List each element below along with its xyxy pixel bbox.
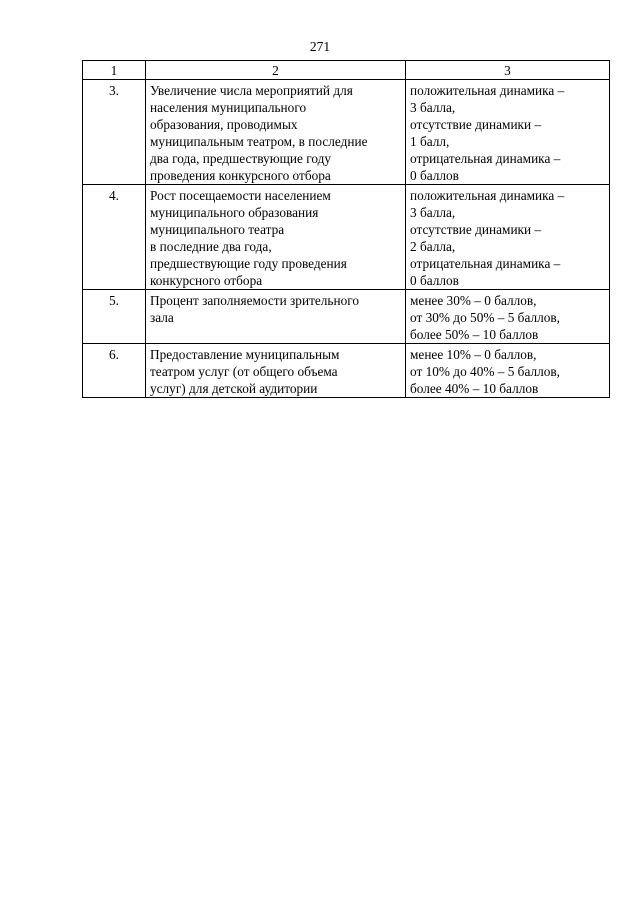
row-number: 3. bbox=[83, 80, 146, 185]
row-number: 6. bbox=[83, 344, 146, 398]
criterion-cell: Процент заполняемости зрительного зала bbox=[146, 290, 406, 344]
criterion-cell: Увеличение числа мероприятий для населения муниципального образования, проводимых муниципальным театром, в последние два года, предшествующие году проведения конкурсного отбора bbox=[146, 80, 406, 185]
scoring-cell: положительная динамика – 3 балла, отсутствие динамики – 2 балла, отрицательная динамика – 0 баллов bbox=[406, 185, 610, 290]
scoring-cell: менее 30% – 0 баллов, от 30% до 50% – 5 баллов, более 50% – 10 баллов bbox=[406, 290, 610, 344]
table-header-row bbox=[83, 61, 610, 80]
row-number: 5. bbox=[83, 290, 146, 344]
scoring-cell: менее 10% – 0 баллов, от 10% до 40% – 5 баллов, более 40% – 10 баллов bbox=[406, 344, 610, 398]
criterion-cell: Предоставление муниципальным театром услуг (от общего объема услуг) для детской аудитории bbox=[146, 344, 406, 398]
table-row bbox=[83, 185, 610, 290]
page-number: 271 bbox=[309, 39, 331, 54]
criterion-cell: Рост посещаемости населением муниципального образования муниципального театра в последние два года, предшествующие году проведения конкурсного отбора bbox=[146, 185, 406, 290]
table-row bbox=[83, 290, 610, 344]
column-header-2: 2 bbox=[146, 61, 406, 80]
row-number: 4. bbox=[83, 185, 146, 290]
table-row bbox=[83, 80, 610, 185]
scoring-cell: положительная динамика – 3 балла, отсутствие динамики – 1 балл, отрицательная динамика – 0 баллов bbox=[406, 80, 610, 185]
criteria-table bbox=[82, 60, 610, 398]
column-header-3: 3 bbox=[406, 61, 610, 80]
table-row bbox=[83, 344, 610, 398]
column-header-1: 1 bbox=[83, 61, 146, 80]
